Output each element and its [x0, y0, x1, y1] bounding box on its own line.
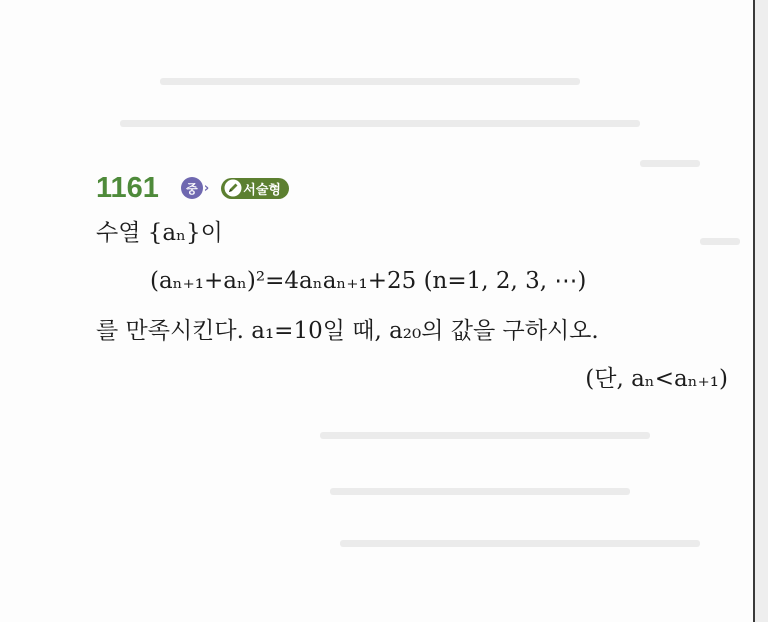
bleed-through-mark: [320, 432, 650, 439]
problem-number: 1161: [96, 171, 159, 204]
bleed-through-mark: [340, 540, 700, 547]
bleed-through-mark: [120, 120, 640, 127]
bleed-through-mark: [330, 488, 630, 495]
type-badge: [221, 178, 289, 199]
type-badge-label: 서술형: [243, 182, 281, 198]
problem-equation: (aₙ₊₁+aₙ)²=4aₙaₙ₊₁+25 (n=1, 2, 3, ⋯): [150, 268, 587, 294]
bleed-through-mark: [160, 78, 580, 85]
bleed-through-mark: [700, 238, 740, 245]
difficulty-badge: [181, 177, 209, 199]
problem-line-1: 수열 {aₙ}이: [96, 220, 223, 246]
pencil-icon: [224, 179, 242, 197]
problem-condition: (단, aₙ<aₙ₊₁): [585, 366, 728, 392]
problem-header: [96, 170, 289, 206]
chevron-right-icon: ›: [203, 180, 210, 196]
difficulty-label: 중: [181, 177, 203, 199]
bleed-through-mark: [640, 160, 700, 167]
page-edge-shadow: [755, 0, 768, 622]
problem-line-3: 를 만족시킨다. a₁=10일 때, a₂₀의 값을 구하시오.: [96, 318, 599, 344]
